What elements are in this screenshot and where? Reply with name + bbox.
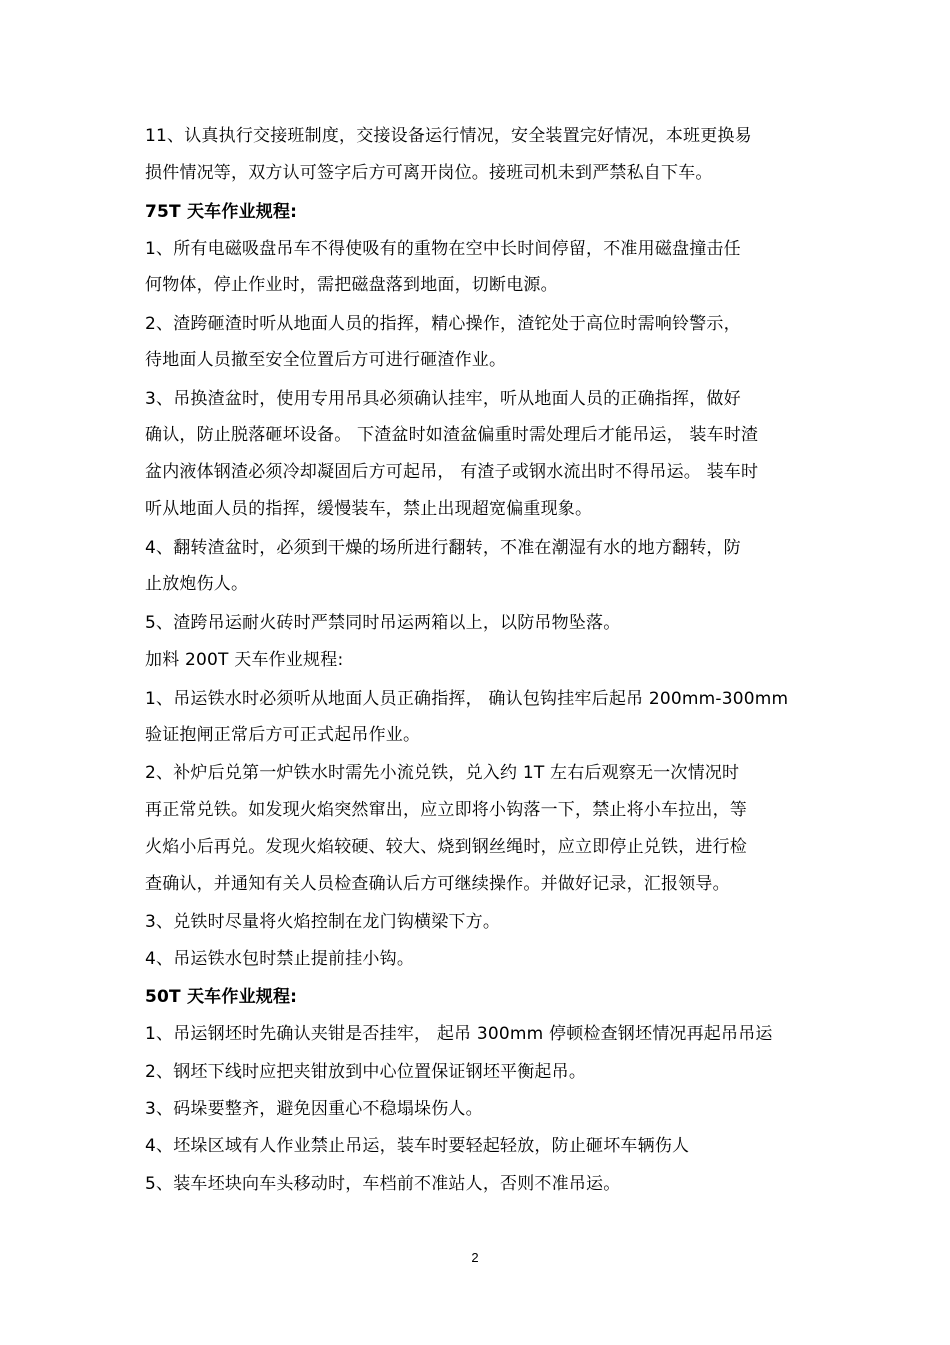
text-line: 待地面人员撤至安全位置后方可进行砸渣作业。 — [145, 350, 507, 370]
page-number: 2 — [471, 1250, 479, 1265]
section-heading-50t: 50T 天车作业规程: — [145, 987, 298, 1007]
text-line: 查确认，并通知有关人员检查确认后方可继续操作。并做好记录，汇报领导。 — [145, 874, 730, 894]
text-line: 2、钢坯下线时应把夹钳放到中心位置保证钢坯平衡起吊。 — [145, 1062, 587, 1082]
text-line: 1、吊运钢坯时先确认夹钳是否挂牢， 起吊 300mm 停顿检查钢坯情况再起吊吊运 — [145, 1024, 773, 1044]
text-line: 1、所有电磁吸盘吊车不得使吸有的重物在空中长时间停留，不准用磁盘撞击任 — [145, 239, 741, 259]
text-line: 5、装车坯块向车头移动时，车档前不准站人，否则不准吊运。 — [145, 1174, 621, 1194]
section-heading-200t: 加料 200T 天车作业规程: — [145, 650, 344, 670]
text-line: 2、补炉后兑第一炉铁水时需先小流兑铁，兑入约 1T 左右后观察无一次情况时 — [145, 763, 740, 783]
text-line: 2、渣跨砸渣时听从地面人员的指挥，精心操作，渣铊处于高位时需响铃警示， — [145, 314, 741, 334]
text-line: 11、认真执行交接班制度，交接设备运行情况，安全装置完好情况，本班更换易 — [145, 126, 752, 146]
text-line: 盆内液体钢渣必须冷却凝固后方可起吊， 有渣子或钢水流出时不得吊运。 装车时 — [145, 462, 759, 482]
text-line: 损件情况等，双方认可签字后方可离开岗位。接班司机未到严禁私自下车。 — [145, 163, 713, 183]
text-line: 4、吊运铁水包时禁止提前挂小钩。 — [145, 949, 415, 969]
text-line: 火焰小后再兑。发现火焰较硬、较大、烧到钢丝绳时，应立即停止兑铁，进行检 — [145, 837, 747, 857]
text-line: 3、兑铁时尽量将火焰控制在龙门钩横梁下方。 — [145, 912, 501, 932]
text-line: 确认，防止脱落砸坏设备。 下渣盆时如渣盆偏重时需处理后才能吊运， 装车时渣 — [145, 425, 759, 445]
text-line: 3、吊换渣盆时，使用专用吊具必须确认挂牢，听从地面人员的正确指挥，做好 — [145, 389, 741, 409]
text-line: 1、吊运铁水时必须听从地面人员正确指挥， 确认包钩挂牢后起吊 200mm-300mm — [145, 689, 789, 709]
text-line: 止放炮伤人。 — [145, 574, 249, 594]
section-heading-75t: 75T 天车作业规程: — [145, 202, 298, 222]
text-line: 4、翻转渣盆时，必须到干燥的场所进行翻转，不准在潮湿有水的地方翻转，防 — [145, 538, 741, 558]
text-line: 5、渣跨吊运耐火砖时严禁同时吊运两箱以上，以防吊物坠落。 — [145, 613, 621, 633]
text-line: 何物体，停止作业时，需把磁盘落到地面，切断电源。 — [145, 275, 558, 295]
text-line: 听从地面人员的指挥，缓慢装车，禁止出现超宽偏重现象。 — [145, 499, 593, 519]
text-line: 4、坯垛区域有人作业禁止吊运，装车时要轻起轻放，防止砸坏车辆伤人 — [145, 1136, 690, 1156]
text-line: 再正常兑铁。如发现火焰突然窜出，应立即将小钩落一下，禁止将小车拉出，等 — [145, 800, 747, 820]
text-line: 3、码垛要整齐，避免因重心不稳塌垛伤人。 — [145, 1099, 483, 1119]
text-line: 验证抱闸正常后方可正式起吊作业。 — [145, 725, 421, 745]
